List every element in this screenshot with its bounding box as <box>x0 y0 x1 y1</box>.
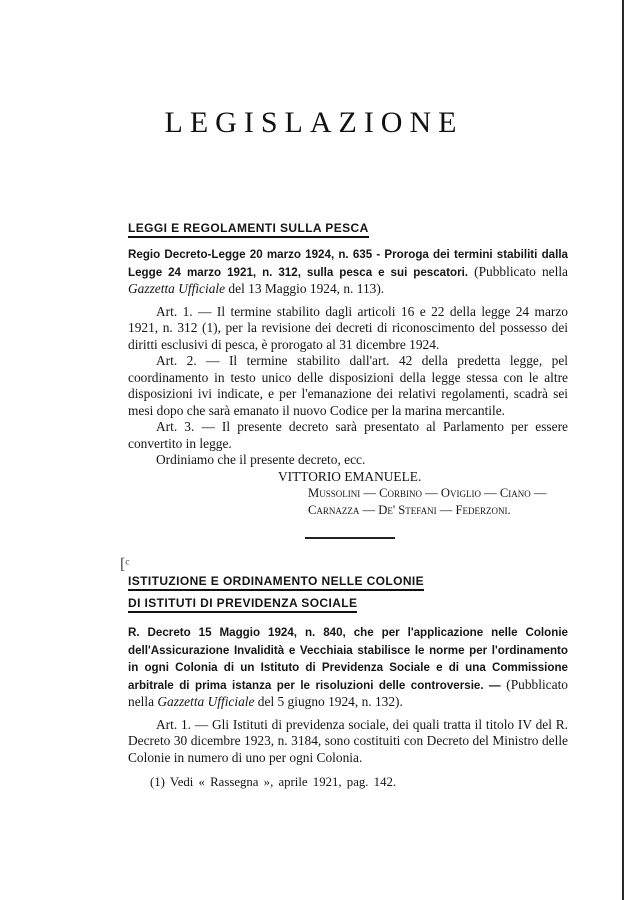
gazette-ref-2: Gazzetta Ufficiale <box>157 694 255 709</box>
footnote: (1) Vedi « Rassegna », aprile 1921, pag. 142. <box>150 775 397 789</box>
gazette-ref-1: Gazzetta Ufficiale <box>128 281 226 296</box>
royal-signature: VITTORIO EMANUELE. <box>278 468 422 484</box>
article-1: Art. 1. — Il termine stabilito dagli articoli 16 e 22 della legge 24 marzo 1921, n. 312 (1), per la revisione dei decreti di riconoscimento del possesso dei diritti esclusivi di pesca, è prorogato al 31 dicembre 1924. <box>128 303 568 352</box>
section-pesca-body <box>128 246 568 518</box>
section-divider <box>305 537 395 539</box>
section-header-pesca: LEGGI E REGOLAMENTI SULLA PESCA <box>128 221 369 238</box>
article-3: Art. 3. — Il presente decreto sarà presentato al Parlamento per essere convertito in legge. <box>128 419 568 451</box>
article-2: Art. 2. — Il termine stabilito dall'art. 42 della predetta legge, pel coordinamento in testo unico delle disposizioni della legge stessa con le altre disposizioni ivi indicate, e per l'emanazione dei relativi regolamenti, scadrà sei mesi dopo che sarà emanato il nuovo Codice per la marina mercantile. <box>128 353 568 418</box>
decree-heading-1: Regio Decreto-Legge 20 marzo 1924, n. 635 - Proroga dei termini stabiliti dalla Legge 24 marzo 1921, n. 312, sulla pesca e sui pescatori. (Pubblicato nella Gazzetta Ufficiale del 13 Maggio 1924, n. 113). <box>128 248 568 296</box>
order-line: Ordiniamo che il presente decreto, ecc. <box>156 452 366 467</box>
ministers-line-1: Mussolini — Corbino — Oviglio — Ciano — <box>308 486 547 500</box>
decree-title-1: Regio Decreto-Legge 20 marzo 1924, n. 635 - Proroga dei termini stabiliti dalla Legge 24 marzo 1921, n. 312, sulla pesca e sui pescatori. <box>128 248 568 279</box>
decree-heading-2: R. Decreto 15 Maggio 1924, n. 840, che per l'applicazione nelle Colonie dell'Assicurazione Invalidità e Vecchiaia stabilisce le norme per l'ordinamento in ogni Colonia di un Istituto di Previdenza Sociale e di una Commissione arbitrale di prima istanza per le risoluzioni delle controversie. — (Pubblicato nella Gazzetta Ufficiale del 5 giugno 1924, n. 132). <box>128 626 568 709</box>
margin-mark: [ᶜ <box>120 556 130 573</box>
section-header-colonie-2: DI ISTITUTI DI PREVIDENZA SOCIALE <box>128 596 357 613</box>
page-title: LEGISLAZIONE <box>164 106 464 140</box>
section-header-colonie-1: ISTITUZIONE E ORDINAMENTO NELLE COLONIE <box>128 574 424 591</box>
ministers-line-2: Carnazza — De' Stefani — Federzoni. <box>308 502 511 517</box>
decree-title-2: R. Decreto 15 Maggio 1924, n. 840, che per l'applicazione nelle Colonie dell'Assicurazione Invalidità e Vecchiaia stabilisce le norme per l'ordinamento in ogni Colonia di un Istituto di Previdenza Sociale e di una Commissione arbitrale di prima istanza per le risoluzioni delle controversie. — <box>128 626 568 692</box>
article-1-colonie: Art. 1. — Gli Istituti di previdenza sociale, dei quali tratta il titolo IV del R. Decreto 30 dicembre 1923, n. 3184, sono costituiti con Decreto del Ministro delle Colonie in numero di uno per ogni Colonia. <box>128 716 568 765</box>
section-colonie-body <box>128 624 568 766</box>
